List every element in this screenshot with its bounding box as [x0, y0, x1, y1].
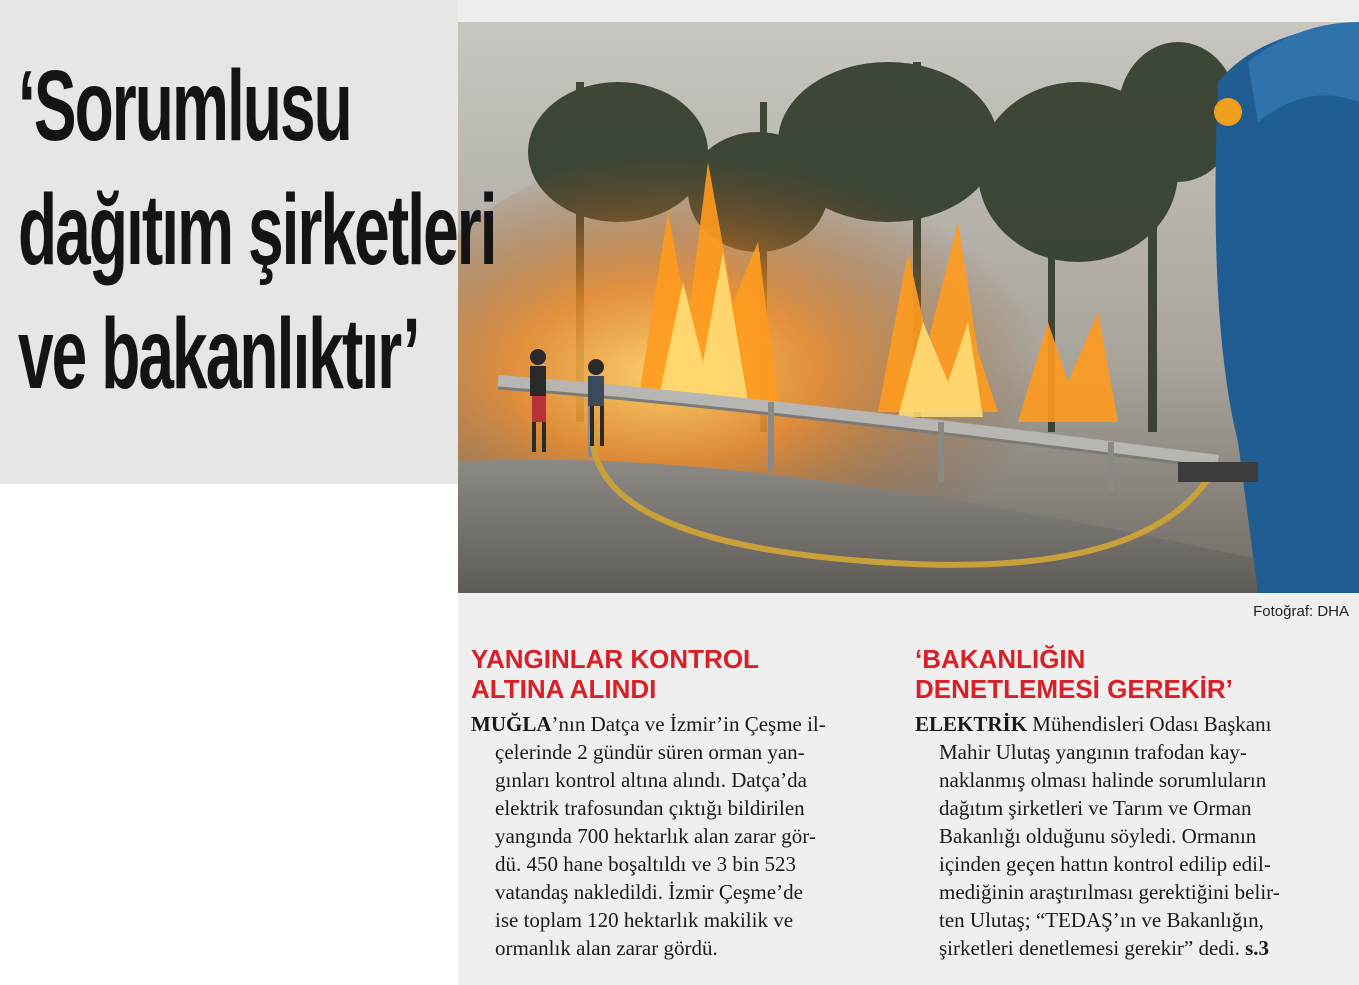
article-line-rest: şirketleri denetlemesi gerekir” dedi. [939, 936, 1246, 960]
headline-line-3: ve bakanlıktır’ [18, 298, 419, 410]
article-line: Mahir Ulutaş yangının trafodan kay- [939, 740, 1247, 764]
article-line: dağıtım şirketleri ve Tarım ve Orman [939, 796, 1252, 820]
article-title-line: ALTINA ALINDI [471, 674, 657, 704]
headline [18, 44, 764, 416]
article-line: içinden geçen hattın kontrol edilip edil- [939, 852, 1271, 876]
article-title-line: DENETLEMESİ GEREKİR’ [915, 674, 1233, 704]
top-strip [458, 0, 1359, 22]
article-title [915, 644, 1335, 704]
article-lead: ELEKTRİK [915, 712, 1028, 736]
article-body [915, 710, 1335, 962]
article-line-rest: ’nın Datça ve İzmir’in Çeşme il- [551, 712, 826, 736]
article-fires-controlled [471, 644, 891, 962]
headline-line-2: dağıtım şirketleri [18, 174, 496, 286]
article-last-line [915, 934, 1335, 962]
article-title-line: ‘BAKANLIĞIN [915, 644, 1086, 674]
article-title [471, 644, 891, 704]
article-line: ormanlık alan zarar gördü. [495, 936, 718, 960]
article-line: çelerinde 2 gündür süren orman yan- [495, 740, 805, 764]
article-line: dü. 450 hane boşaltıldı ve 3 bin 523 [495, 852, 796, 876]
article-first-line [915, 710, 1335, 738]
page-reference[interactable]: s.3 [1245, 936, 1270, 960]
article-line: naklanmış olması halinde sorumluların [939, 768, 1267, 792]
article-line: yangında 700 hektarlık alan zarar gör- [495, 824, 816, 848]
headline-line-1: ‘Sorumlusu [18, 50, 351, 162]
photo-credit: Fotoğraf: DHA [1253, 603, 1349, 620]
article-body [471, 710, 891, 962]
article-lead: MUĞLA [471, 712, 552, 736]
article-first-line [471, 710, 891, 738]
article-title-line: YANGINLAR KONTROL [471, 644, 759, 674]
article-line-rest: Mühendisleri Odası Başkanı [1027, 712, 1272, 736]
article-line: mediğinin araştırılması gerektiğini belir- [939, 880, 1280, 904]
article-line: ise toplam 120 hektarlık makilik ve [495, 908, 794, 932]
article-line: elektrik trafosundan çıktığı bildirilen [495, 796, 805, 820]
article-line: ten Ulutaş; “TEDAŞ’ın ve Bakanlığın, [939, 908, 1264, 932]
article-line: Bakanlığı olduğunu söyledi. Ormanın [939, 824, 1257, 848]
article-ministry-oversight [915, 644, 1335, 962]
article-line: gınları kontrol altına alındı. Datça’da [495, 768, 807, 792]
article-line: vatandaş nakledildi. İzmir Çeşme’de [495, 880, 803, 904]
